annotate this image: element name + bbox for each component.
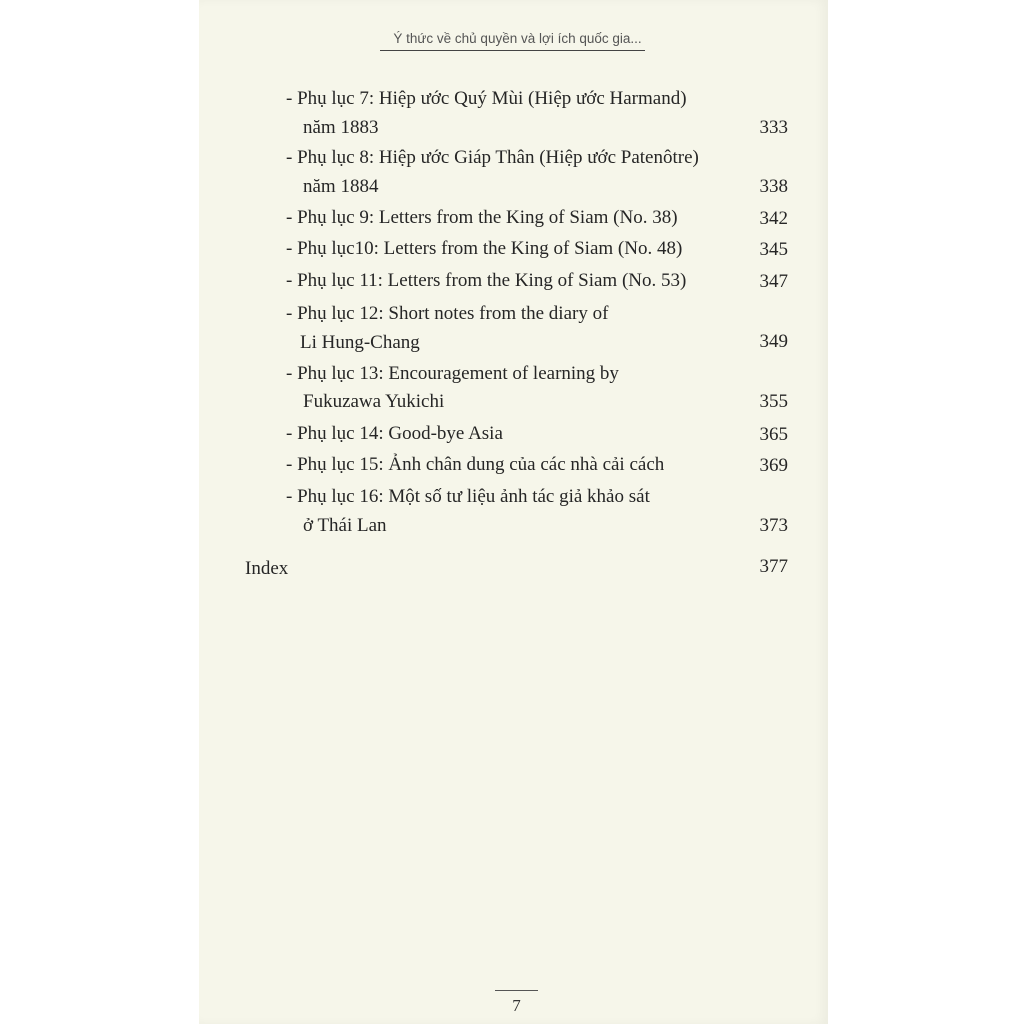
toc-page-number: 377	[759, 556, 788, 577]
toc-entry-title-cont: Li Hung-Chang	[300, 332, 420, 353]
toc-entry-title: - Phụ lục 13: Encouragement of learning by	[286, 363, 619, 384]
toc-entry-title-cont: năm 1883	[303, 117, 379, 138]
toc-entry-title: - Phụ lục 14: Good-bye Asia	[286, 423, 503, 444]
toc-entry-title: - Phụ lục 16: Một số tư liệu ảnh tác giả khảo sát	[286, 486, 650, 507]
toc-page-number: 347	[759, 271, 788, 292]
toc-entry-title-cont: Fukuzawa Yukichi	[303, 391, 445, 412]
footer-rule	[495, 990, 538, 991]
toc-entry-title: - Phụ lục 15: Ảnh chân dung của các nhà cải cách	[286, 454, 665, 475]
toc-entry-title: - Phụ lục 9: Letters from the King of Siam (No. 38)	[286, 207, 678, 228]
toc-page-number: 373	[759, 515, 788, 536]
toc-entry-title: - Phụ lục10: Letters from the King of Siam (No. 48)	[286, 238, 683, 259]
toc-page-number: 365	[759, 424, 788, 445]
toc-entry-title: - Phụ lục 12: Short notes from the diary of	[286, 303, 609, 324]
toc-page-number: 338	[759, 176, 788, 197]
toc-entry-title: - Phụ lục 7: Hiệp ước Quý Mùi (Hiệp ước Harmand)	[286, 88, 687, 109]
toc-page-number: 369	[759, 455, 788, 476]
toc-entry-title: Index	[245, 558, 289, 579]
toc-entry-title-cont: năm 1884	[303, 176, 379, 197]
running-header: Ý thức về chủ quyền và lợi ích quốc gia...	[393, 31, 642, 46]
toc-page-number: 349	[759, 331, 788, 352]
toc-page-number: 355	[759, 391, 788, 412]
toc-page-number: 342	[759, 208, 788, 229]
header-rule	[380, 50, 645, 51]
toc-entry-title-cont: ở Thái Lan	[303, 515, 387, 536]
show-through-texture	[240, 360, 795, 960]
toc-entry-title: - Phụ lục 8: Hiệp ước Giáp Thân (Hiệp ước Patenôtre)	[286, 147, 699, 168]
toc-entry-title: - Phụ lục 11: Letters from the King of Siam (No. 53)	[286, 270, 687, 291]
page-number: 7	[512, 996, 521, 1015]
toc-page-number: 333	[759, 117, 788, 138]
toc-page-number: 345	[759, 239, 788, 260]
